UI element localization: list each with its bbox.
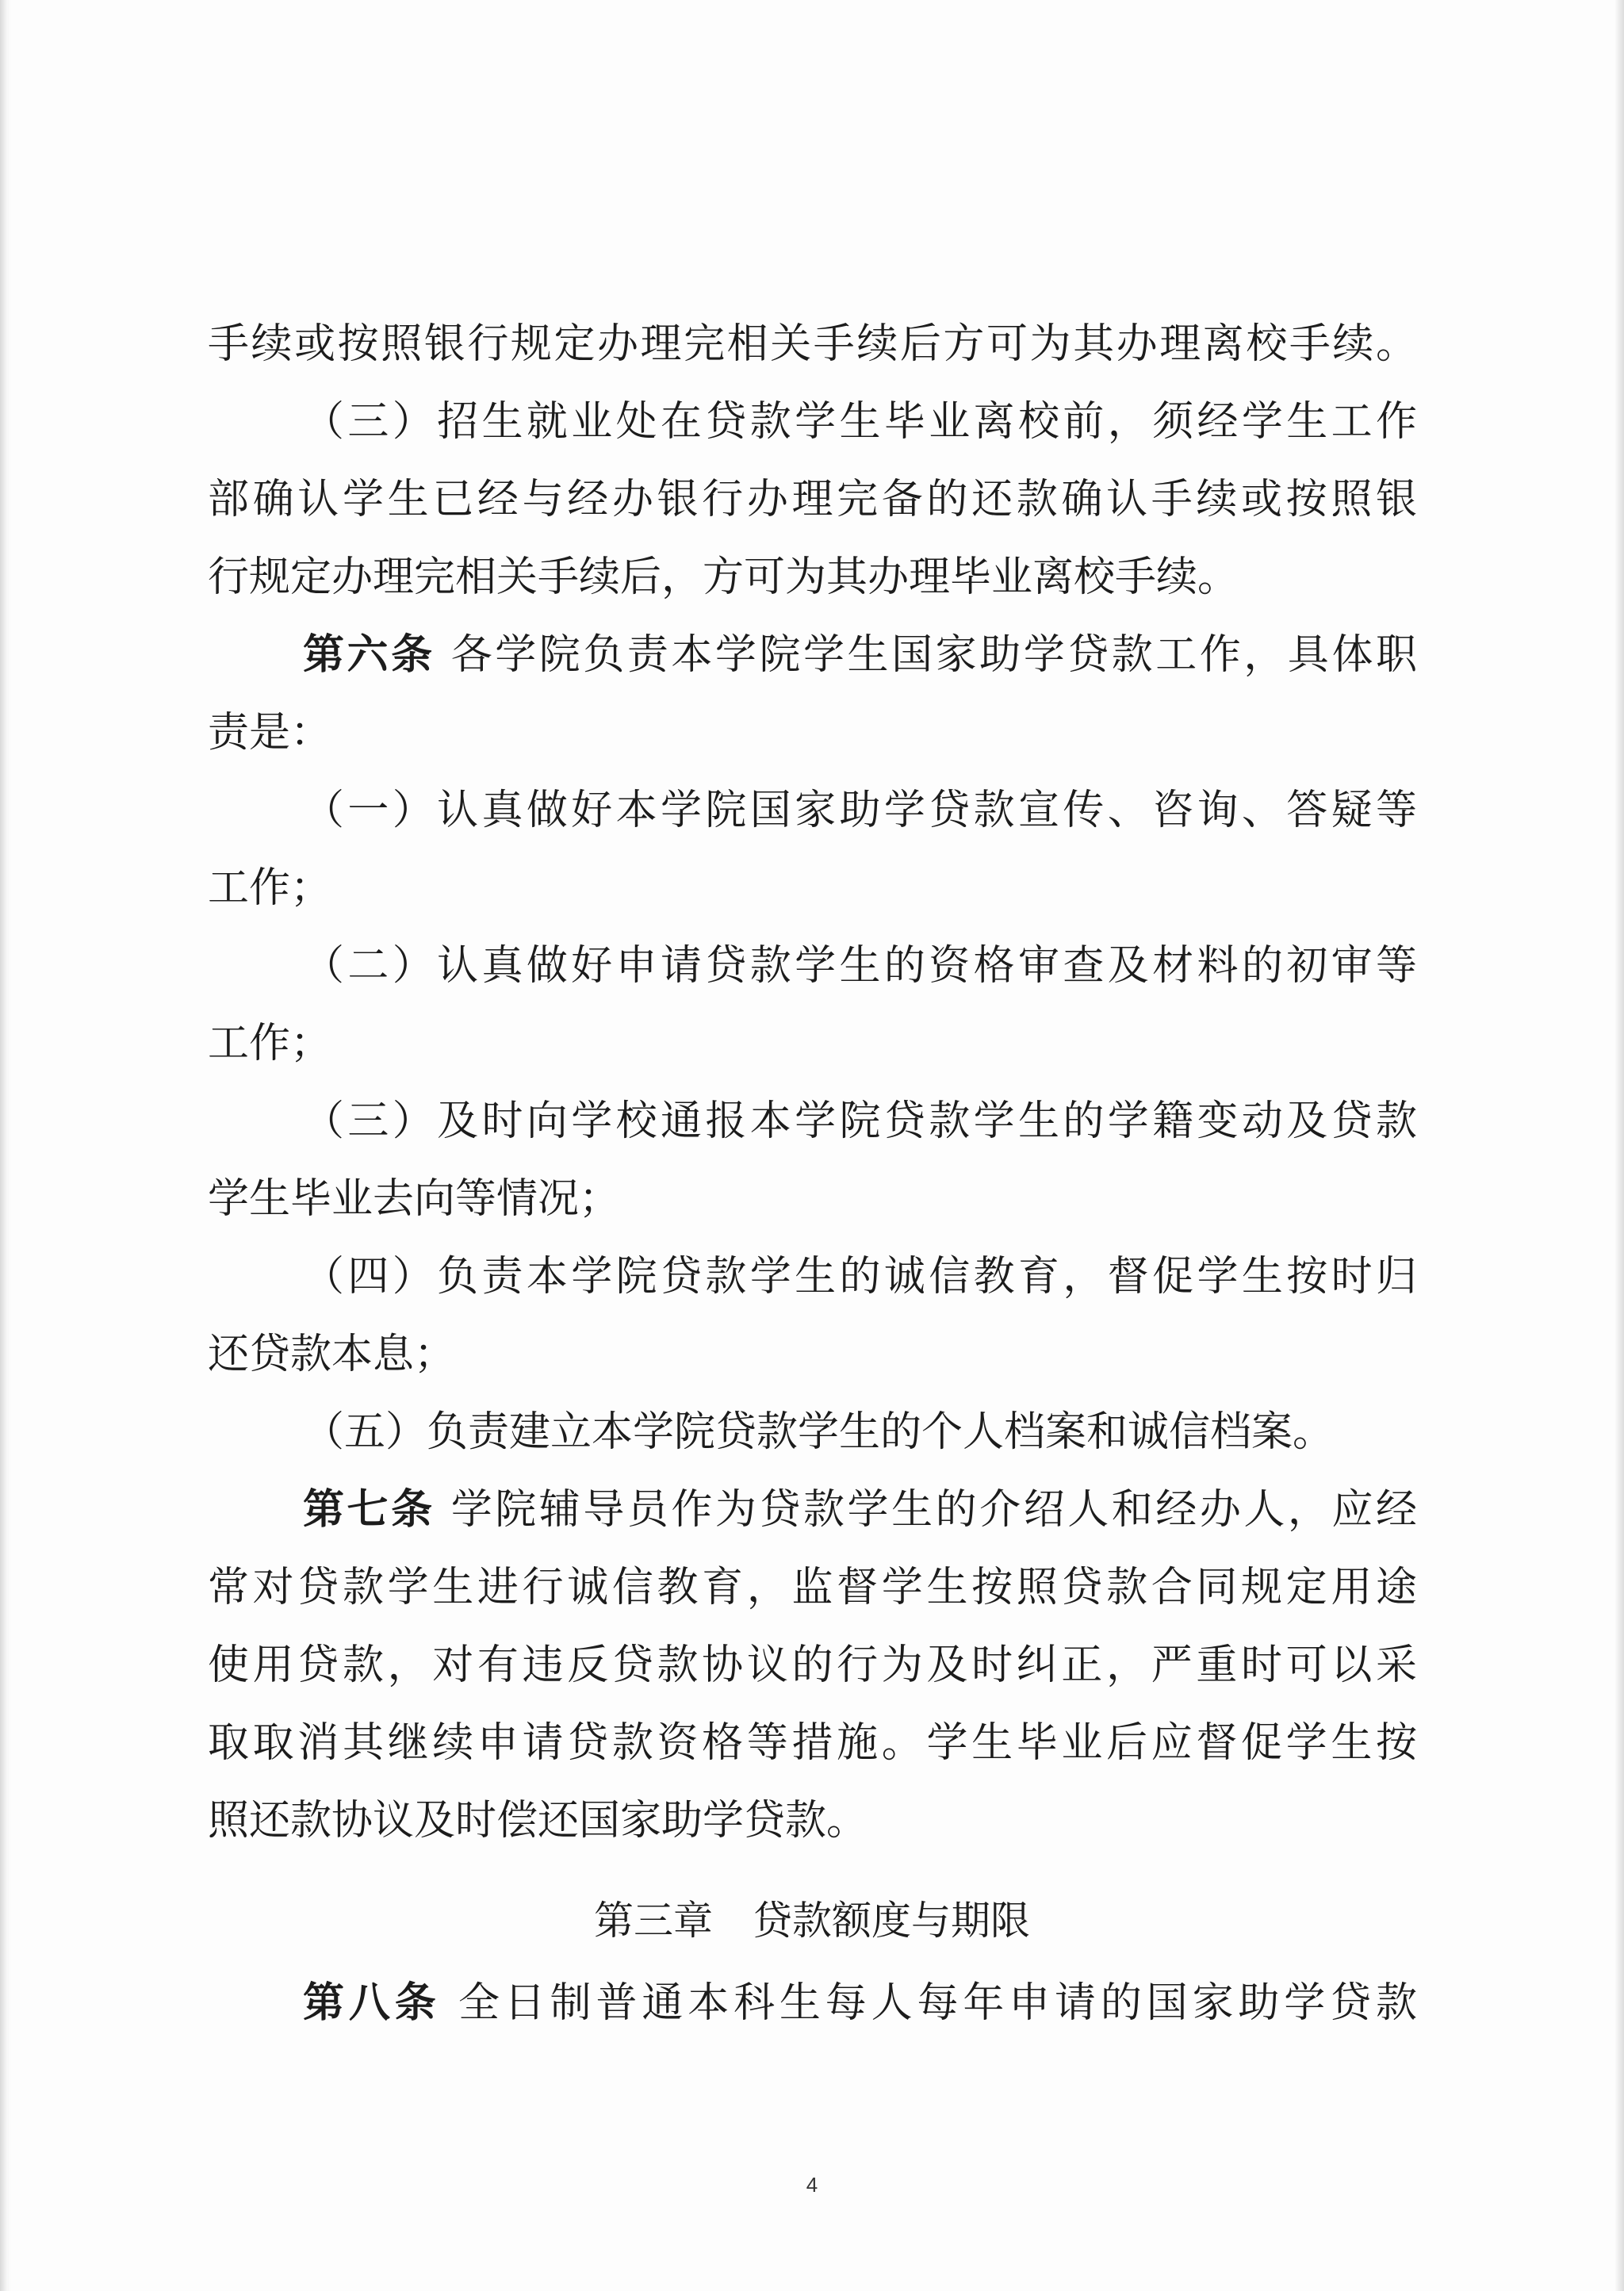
article-label: 第七条 — [303, 1486, 435, 1534]
article-6-line — [303, 630, 1417, 680]
article-label: 第六条 — [303, 631, 435, 679]
text-line: （五）负责建立本学院贷款学生的个人档案和诚信档案。 — [303, 1408, 1335, 1456]
text-line: 学生毕业去向等情况； — [208, 1175, 621, 1223]
text-line: 常对贷款学生进行诚信教育，监督学生按照贷款合同规定用途 — [208, 1564, 1417, 1611]
text-line: （三）及时向学校通报本学院贷款学生的学籍变动及贷款 — [303, 1098, 1417, 1145]
article-7-line — [303, 1485, 1417, 1535]
article-text: 各学院负责本学院学生国家助学贷款工作，具体职 — [450, 631, 1417, 679]
text-line: （四）负责本学院贷款学生的诚信教育，督促学生按时归 — [303, 1253, 1417, 1301]
text-line: （一）认真做好本学院国家助学贷款宣传、咨询、答疑等 — [303, 787, 1417, 834]
page-number: 4 — [806, 2173, 818, 2197]
article-label: 第八条 — [303, 1979, 441, 2027]
text-line: 部确认学生已经与经办银行办理完备的还款确认手续或按照银 — [208, 476, 1417, 523]
text-line: （二）认真做好申请贷款学生的资格审查及材料的初审等 — [303, 942, 1417, 990]
text-line: 工作； — [208, 1020, 332, 1067]
text-line: 还贷款本息； — [208, 1331, 456, 1378]
text-line: 使用贷款，对有违反贷款协议的行为及时纠正，严重时可以采 — [208, 1642, 1417, 1689]
chapter-heading: 第三章 贷款额度与期限 — [594, 1898, 1030, 1944]
text-line: 责是： — [208, 709, 332, 757]
text-line: 行规定办理完相关手续后，方可为其办理毕业离校手续。 — [208, 554, 1239, 601]
text-line: 照还款协议及时偿还国家助学贷款。 — [208, 1797, 868, 1845]
text-line: 工作； — [208, 864, 332, 912]
scan-shadow-right — [1614, 0, 1624, 2291]
article-text: 全日制普通本科生每人每年申请的国家助学贷款 — [458, 1979, 1417, 2027]
text-line: 手续或按照银行规定办理完相关手续后方可为其办理离校手续。 — [208, 320, 1417, 368]
text-line: 取取消其继续申请贷款资格等措施。学生毕业后应督促学生按 — [208, 1719, 1417, 1767]
article-text: 学院辅导员作为贷款学生的介绍人和经办人，应经 — [450, 1486, 1417, 1534]
article-8-line — [303, 1978, 1417, 2029]
scan-shadow-left — [0, 0, 11, 2291]
text-line: （三）招生就业处在贷款学生毕业离校前，须经学生工作 — [303, 398, 1417, 446]
